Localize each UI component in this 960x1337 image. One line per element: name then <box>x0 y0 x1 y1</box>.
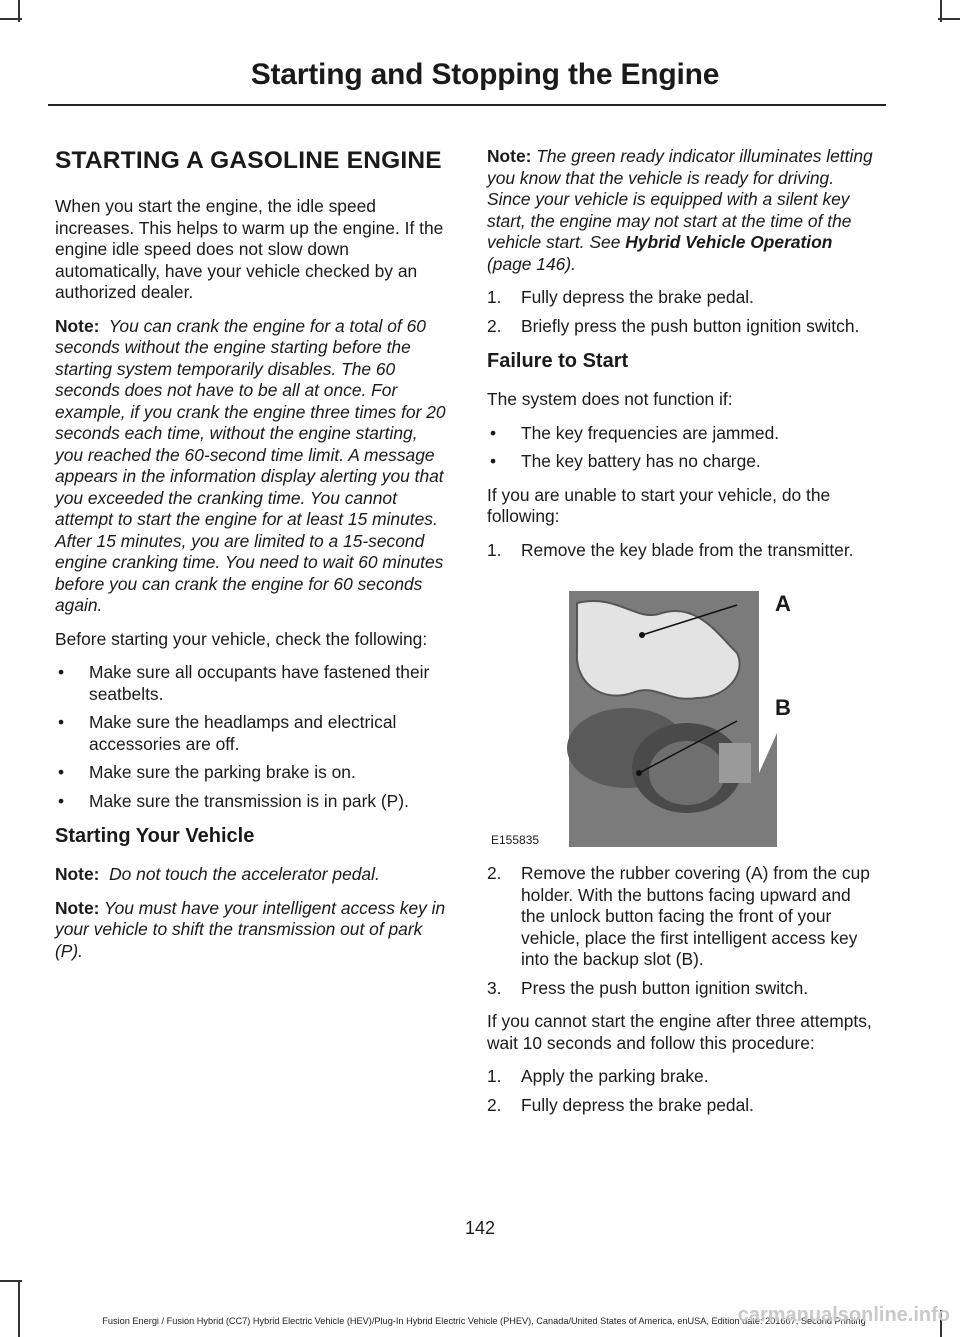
list-item <box>487 863 879 971</box>
watermark: carmanualsonline.info <box>737 1304 950 1326</box>
note-text: Do not touch the accelerator pedal. <box>109 864 380 884</box>
list-item-text: The key battery has no charge. <box>521 451 761 471</box>
page-number: 142 <box>464 1218 496 1238</box>
list-item <box>487 1066 879 1088</box>
figure-id: E155835 <box>491 833 540 847</box>
list-item-text: The key frequencies are jammed. <box>521 422 780 443</box>
note-text: You can crank the engine for a total of 60 seconds without the engine starting before the starting system temporarily disables. The 60 seconds does not have to be all at once. For example, if you crank the engine three times for 20 seconds each time, without the engine starting, you reached the 60-second time limit. A message appears in the information display alerting you that you exceeded the cranking time. You cannot attempt to start the engine for at least 15 minutes. After 15 minutes, you are limited to a 15-second engine cranking time. You need to wait 60 minutes before you can crank the engine for 60 seconds again. <box>55 315 446 615</box>
step-number: 2. <box>487 863 502 883</box>
unable-intro: If you are unable to start your vehicle, do the following: <box>487 484 831 526</box>
left-column <box>55 146 447 974</box>
right-column <box>487 146 879 1128</box>
cross-reference-link[interactable]: Hybrid Vehicle Operation <box>625 232 833 252</box>
note-label: Note: <box>55 897 100 918</box>
note-text: The green ready indicator illuminates letting you know that the vehicle is ready for driving. Since your vehicle is equipped with a silent key start, the engine may not start at the time of the vehicle start. See <box>487 146 873 252</box>
bullet: • <box>58 790 65 811</box>
cup-holder-drawing <box>487 573 879 851</box>
section-heading: STARTING A GASOLINE ENGINE <box>55 147 442 174</box>
backup-steps-2 <box>487 863 879 999</box>
list-item-text: Make sure the transmission is in park (P). <box>89 790 409 811</box>
bullet: • <box>58 712 65 732</box>
list-item <box>487 540 879 562</box>
page-header-title: Starting and Stopping the Engine <box>250 58 720 91</box>
bullet: • <box>490 451 497 471</box>
callout-label-a: A <box>775 591 791 616</box>
step-text: Apply the parking brake. <box>521 1066 709 1086</box>
backup-steps-1 <box>487 540 879 562</box>
list-item-text: Make sure all occupants have fastened their seatbelts. <box>89 662 430 704</box>
subsection-heading: Failure to Start <box>487 350 629 372</box>
step-text: Remove the rubber covering (A) from the cup holder. With the buttons facing upward and the unlock button facing the front of your vehicle, place the first intelligent access key into the backup slot (B). <box>521 863 870 969</box>
failure-list <box>487 423 879 473</box>
bullet: • <box>58 762 65 782</box>
subsection-heading: Starting Your Vehicle <box>55 825 255 847</box>
step-text: Fully depress the brake pedal. <box>521 1094 754 1115</box>
step-number: 2. <box>487 315 502 336</box>
pre-start-checklist <box>55 662 447 812</box>
note-label: Note: <box>55 864 100 884</box>
list-item <box>487 1095 879 1117</box>
step-number: 2. <box>487 1094 502 1115</box>
note-crank-limit <box>55 316 447 617</box>
list-item <box>487 423 879 445</box>
list-item <box>55 712 447 755</box>
list-item <box>487 287 879 309</box>
callout-label-b: B <box>775 695 791 720</box>
list-item <box>487 451 879 473</box>
list-item <box>55 762 447 784</box>
list-item-text: Make sure the headlamps and electrical accessories are off. <box>89 712 397 754</box>
retry-steps <box>487 1066 879 1116</box>
page-reference: (page 146). <box>487 253 576 274</box>
crop-mark <box>0 1280 22 1282</box>
list-item <box>487 978 879 1000</box>
note-text: You must have your intelligent access key in your vehicle to shift the transmission out of park (P). <box>55 897 446 961</box>
note-accelerator <box>55 864 447 886</box>
list-item <box>55 662 447 705</box>
list-item <box>487 316 879 338</box>
crop-mark <box>18 1280 20 1337</box>
step-text: Remove the key blade from the transmitter. <box>521 539 854 560</box>
cup-holder-illustration <box>487 573 879 851</box>
step-number: 3. <box>487 977 502 998</box>
note-label: Note: <box>55 315 100 336</box>
header-divider <box>48 104 886 106</box>
step-number: 1. <box>487 1066 502 1086</box>
step-number: 1. <box>487 539 502 560</box>
footer-text: Fusion Energi / Fusion Hybrid (CC7) Hybrid Electric Vehicle (HEV)/Plug-In Hybrid Electric Vehicle (PHEV), Canada/United States of America, enUSA, Edition date: 201607, Second Printing <box>102 1316 866 1326</box>
list-item <box>55 791 447 813</box>
crop-mark <box>0 18 22 20</box>
note-access-key <box>55 898 447 963</box>
start-steps <box>487 287 879 337</box>
step-number: 1. <box>487 287 502 307</box>
step-text: Press the push button ignition switch. <box>521 977 809 998</box>
intro-paragraph: When you start the engine, the idle speed increases. This helps to warm up the engine. If the engine idle speed does not slow down automatically, have your vehicle checked by an authorized dealer. <box>55 196 444 302</box>
retry-intro: If you cannot start the engine after three attempts, wait 10 seconds and follow this procedure: <box>487 1011 872 1053</box>
bullet: • <box>58 662 65 682</box>
step-text: Fully depress the brake pedal. <box>521 287 754 307</box>
bullet: • <box>490 422 497 443</box>
list-item-text: Make sure the parking brake is on. <box>89 762 356 782</box>
step-text: Briefly press the push button ignition switch. <box>521 315 860 336</box>
checklist-intro: Before starting your vehicle, check the following: <box>55 628 428 649</box>
failure-intro: The system does not function if: <box>487 389 733 409</box>
note-ready-indicator <box>487 146 879 275</box>
note-label: Note: <box>487 146 532 166</box>
crop-mark <box>938 18 960 20</box>
